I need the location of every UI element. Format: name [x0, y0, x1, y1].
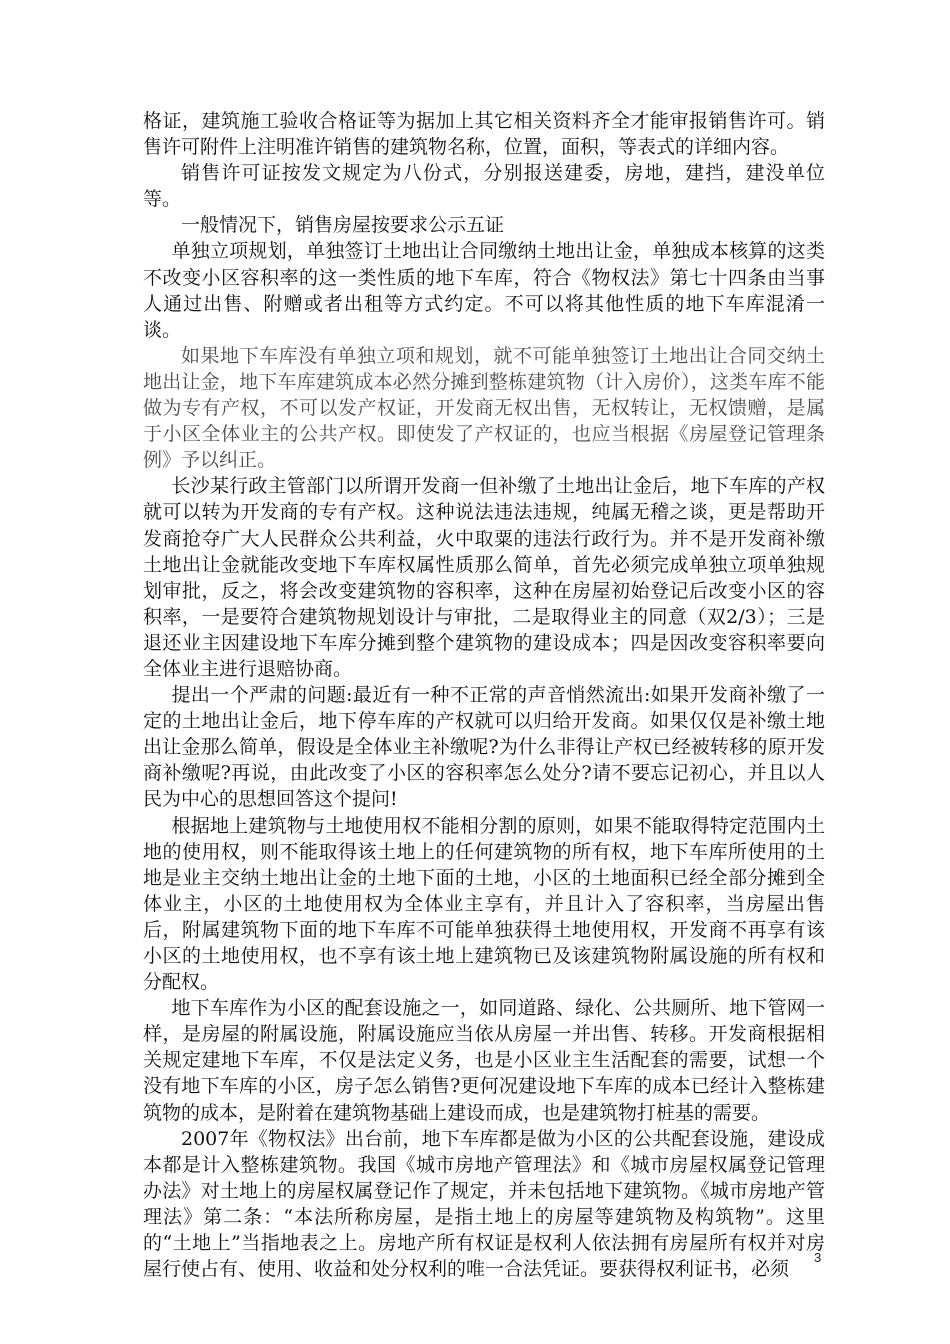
paragraph-7: 提出一个严肃的问题:最近有一种不正常的声音悄然流出:如果开发商补缴了一定的土地出让金后，地下停车库的产权就可以归给开发商。如果仅仅是补缴土地出让金那么简单，假设是全体业主补缴呢?为什么非得让产权已经被转移的原开发商补缴呢?再说，由此改变了小区的容积率怎么处分?请不要忘记初心，并且以人民为中心的思想回答这个提问! [143, 684, 825, 811]
paragraph-5: 如果地下车库没有单独立项和规划，就不可能单独签订土地出让合同交纳土地出让金，地下车库建筑成本必然分摊到整栋建筑物（计入房价），这类车库不能做为专有产权，不可以发产权证，开发商无权出售，无权转让，无权馈赠，是属于小区全体业主的公共产权。即使发了产权证的，也应当根据《房屋登记管理条例》予以纠正。 [143, 344, 825, 472]
paragraph-1: 格证，建筑施工验收合格证等为据加上其它相关资料齐全才能审报销售许可。销售许可附件上注明准许销售的建筑物名称，位置，面积，等表式的详细内容。 [143, 110, 825, 159]
paragraph-6: 长沙某行政主管部门以所谓开发商一但补缴了土地出让金后，地下车库的产权就可以转为开发商的专有产权。这种说法违法违规，纯属无稽之谈，更是帮助开发商抢夺广大人民群众公共利益，火中取粟的违法行政行为。并不是开发商补缴土地出让金就能改变地下车库权属性质那么简单，首先必须完成单独立项单独规划审批，反之，将会改变建筑物的容积率，这种在房屋初始登记后改变小区的容积率，一是要符合建筑物规划设计与审批，二是取得业主的同意（双2/3）；三是退还业主因建设地下车库分摊到整个建筑物的建设成本；四是因改变容积率要向全体业主进行退赔协商。 [143, 475, 825, 680]
paragraph-9: 地下车库作为小区的配套设施之一，如同道路、绿化、公共厕所、地下管网一样，是房屋的附属设施，附属设施应当依从房屋一并出售、转移。开发商根据相关规定建地下车库，不仅是法定义务，也是小区业主生活配套的需要，试想一个没有地下车库的小区，房子怎么销售?更何况建设地下车库的成本已经计入整栋建筑物的成本，是附着在建筑物基础上建设而成，也是建筑物打桩基的需要。 [143, 997, 825, 1124]
paragraph-2: 销售许可证按发文规定为八份式，分别报送建委，房地，建挡，建没单位等。 [143, 162, 825, 211]
paragraph-10: 2007年《物权法》出台前，地下车库都是做为小区的公共配套设施，建设成本都是计入整栋建筑物。我国《城市房地产管理法》和《城市房屋权属登记管理办法》对土地上的房屋权属登记作了规定，并未包括地下建筑物。《城市房地产管理法》第二条：“本法所称房屋，是指土地上的房屋等建筑物及构筑物”。这里的“土地上”当指地表之上。房地产所有权证是权利人依法拥有房屋所有权并对房屋行使占有、使用、收益和处分权利的唯一合法凭证。要获得权利证书，必须 [143, 1127, 825, 1281]
paragraph-4: 单独立项规划，单独签订土地出让合同缴纳土地出让金，单独成本核算的这类不改变小区容积率的这一类性质的地下车库，符合《物权法》第七十四条由当事人通过出售、附赠或者出租等方式约定。不可以将其他性质的地下车库混淆一谈。 [143, 240, 825, 341]
paragraph-8: 根据地上建筑物与土地使用权不能相分割的原则，如果不能取得特定范围内土地的使用权，则不能取得该土地上的任何建筑物的所有权，地下车库所使用的土地是业主交纳土地出让金的土地下面的土地，小区的土地面积已经全部分摊到全体业主，小区的土地使用权为全体业主享有，并且计入了容积率，当房屋出售后，附属建筑物下面的地下车库不可能单独获得土地使用权，开发商不再享有该小区的土地使用权，也不享有该土地上建筑物已及该建筑物附属设施的所有权和分配权。 [143, 814, 825, 994]
page-number: 3 [814, 1250, 822, 1265]
paragraph-3: 一般情况下，销售房屋按要求公示五证 [181, 214, 505, 237]
document-body [143, 108, 825, 1282]
